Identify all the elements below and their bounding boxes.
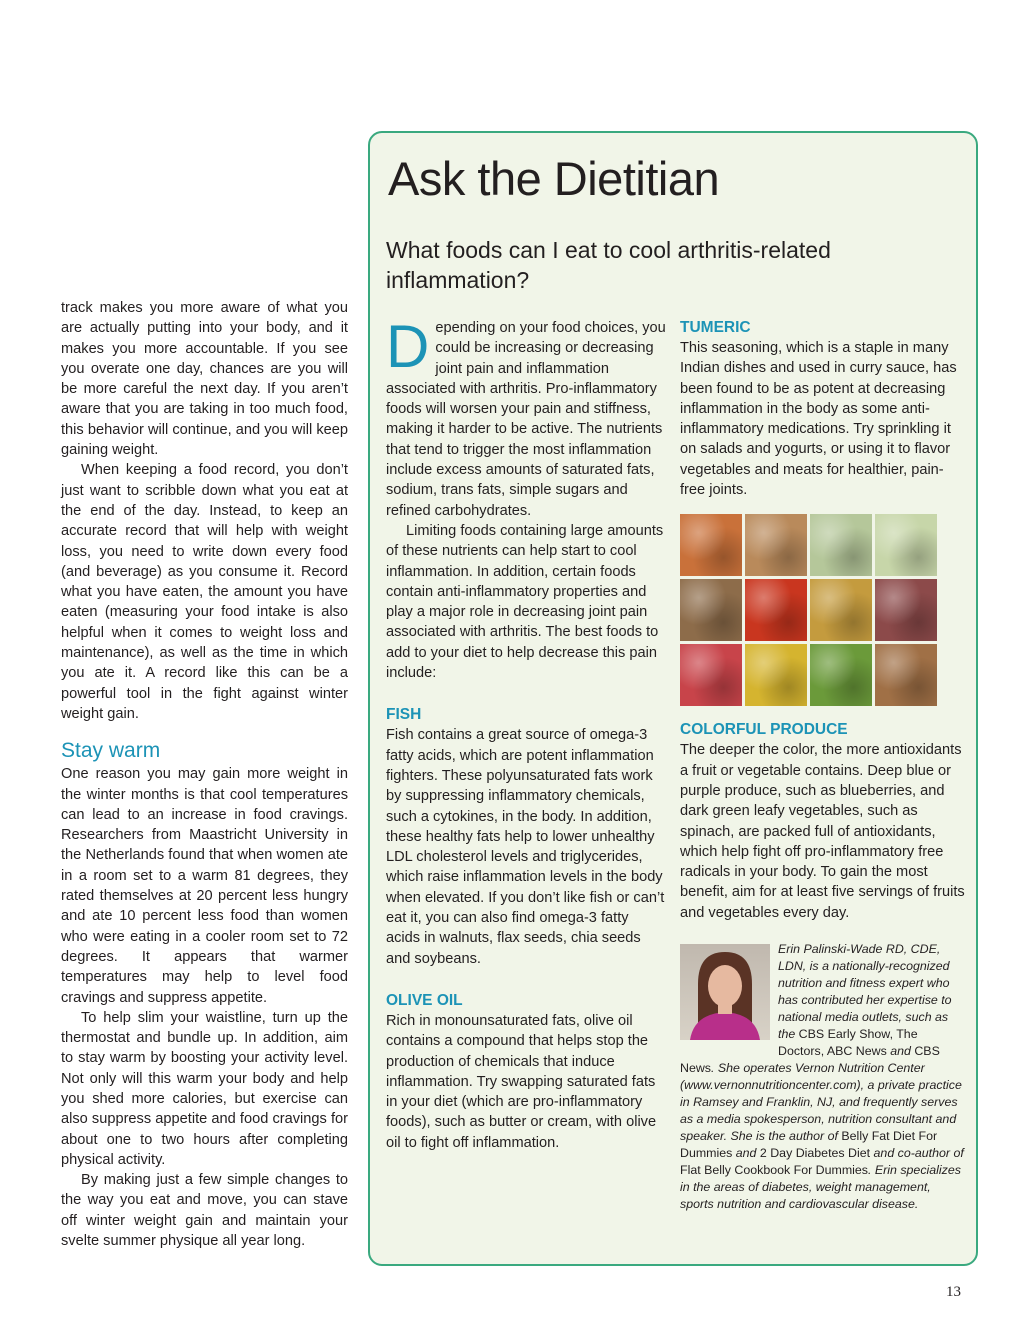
fish-text: Fish contains a great source of omega-3 fatty acids, which are potent inflammation fighters. These polyunsaturated fats work by suppressing inflammatory chemicals, such a cytokines, in the body. In addition, these healthy fats help to lower unhealthy LDL cholesterol levels and triglycerides, which raise inflammation levels in the body when elevated. If you don’t like fish or can’t eat it, you can also find omega-3 fatty acids in walnuts, flax seeds, chia seeds and soybeans. (386, 727, 665, 967)
subheading-tumeric: TUMERIC (680, 319, 751, 336)
sidebar-column-right (680, 318, 965, 1213)
left-paragraph: When keeping a food record, you don’t just want to scribble down what you eat at the end of the day. Instead, to keep an accurate record that will help with weight loss, you need to write down every food (and beverage) as you consume it. Record what you have eaten, the amount you have eaten (measuring your food intake is also helpful when it comes to weight loss and maintenance), as well as the time in which you ate it. A record like this can be a powerful tool in the fight against winter weight gain. (61, 462, 348, 722)
author-photo (680, 944, 770, 1040)
produce-photo-tile (745, 579, 807, 641)
produce-photo-tile (680, 644, 742, 706)
tumeric-text: This seasoning, which is a staple in many Indian dishes and used in curry sauce, has been found to be as potent at decreasing inflammation in the body as some anti-inflammatory medications. Try sprinkling it on salads and yogurts, or using it to flavor vegetables and meats for healthier, pain-free joints. (680, 340, 957, 499)
produce-photo-tile (875, 644, 937, 706)
produce-photo-tile (810, 514, 872, 576)
subheading-colorful-produce: COLORFUL PRODUCE (680, 721, 848, 739)
sidebar-question: What foods can I eat to cool arthritis-related inflammation? (386, 237, 831, 293)
produce-photo-tile (680, 579, 742, 641)
produce-photo-tile (875, 514, 937, 576)
intro-paragraph: Depending on your food choices, you could be increasing or decreasing joint pain and inflammation associated with arthritis. Pro-inflammatory foods will worsen your pain and stiffness, making it harder to be active. The nutrients that tend to trigger the most inflammation include excess amounts of saturated fats, sodium, trans fats, simple sugars and refined carbohydrates. (386, 313, 666, 519)
section-heading-stay-warm: Stay warm (61, 739, 161, 763)
produce-photo-tile (745, 514, 807, 576)
page-number: 13 (946, 1284, 961, 1300)
subheading-fish: FISH (386, 706, 422, 724)
author-bio: Erin Palinski-Wade RD, CDE, LDN, is a nationally-recognized nutrition and fitness expert who has contributed her expertise to national media outlets, such as the CBS Early Show, The Doctors, ABC News and CBS News. She operates Vernon Nutrition Center (www.vernonnutritioncenter.com), a private practice in Ramsey and Franklin, NJ, and frequently serves as a media spokesperson, nutrition consultant and speaker. She is the author of Belly Fat Diet For Dummies and 2 Day Diabetes Diet and co-author of Flat Belly Cookbook For Dummies. Erin specializes in the areas of diabetes, weight management, sports nutrition and cardiovascular disease. (680, 942, 964, 1212)
drop-cap: D (386, 313, 430, 380)
produce-photo-tile (810, 644, 872, 706)
sidebar-column-left (386, 313, 666, 1153)
sidebar-title: Ask the Dietitian (388, 152, 720, 205)
produce-photo-tile (875, 579, 937, 641)
subheading-olive-oil: OLIVE OIL (386, 991, 463, 1009)
produce-photo-tile (810, 579, 872, 641)
olive-oil-text: Rich in monounsaturated fats, olive oil contains a compound that helps stop the production of chemicals that induce inflammation. Try swapping saturated fats in your diet (which are pro-inflammatory foods), such as butter or cream, with olive oil to fight off inflammation. (386, 1012, 657, 1151)
produce-photo-tile (745, 644, 807, 706)
colorful-produce-text: The deeper the color, the more antioxidants a fruit or vegetable contains. Deep blue or purple produce, such as blueberries, and dark green leafy vegetables, such as spinach, are packed full of antioxidants, which help fight off pro-inflammatory free radicals in your body. To gain the most benefit, aim for at least five servings of fruits and vegetables every day. (680, 742, 965, 921)
left-paragraph: To help slim your waistline, turn up the thermostat and bundle up. In addition, aim to stay warm by boosting your activity level. Not only will this warm your body and help you shed more calories, but exercise can also suppress appetite and food cravings for about one to two hours after completing physical activity. (61, 1009, 348, 1168)
left-column (61, 298, 348, 1251)
produce-photo-grid (680, 514, 965, 706)
left-paragraph: One reason you may gain more weight in the winter months is that cool temperatures can lead to an increase in food cravings. Researchers from Maastricht University in the Netherlands found that when women ate in a room set to a warm 81 degrees, they rated themselves at 20 percent less hungry and ate 10 percent less food than women who were eating in a cooler room set to 72 degrees. It appears that warmer temperatures may help to level food cravings and suppress appetite. (61, 766, 348, 1006)
ask-the-dietitian-sidebar (368, 131, 978, 1266)
left-paragraph: track makes you more aware of what you are actually putting into your body, and it makes you more accountable. If you see you overate one day, chances are you will be more careful the next day. If you aren’t aware that you are taking in too much food, this behavior will continue, and you will keep gaining weight. (61, 300, 348, 459)
left-paragraph: By making just a few simple changes to the way you eat and move, you can stave off winter weight gain and maintain your svelte summer physique all year long. (61, 1172, 348, 1250)
intro-paragraph-2: Limiting foods containing large amounts of these nutrients can help start to cool inflammation. In addition, certain foods contain anti-inflammatory properties and play a major role in decreasing joint pain associated with arthritis. The best foods to add to your diet to help decrease this pain include: (386, 522, 664, 682)
produce-photo-tile (680, 514, 742, 576)
